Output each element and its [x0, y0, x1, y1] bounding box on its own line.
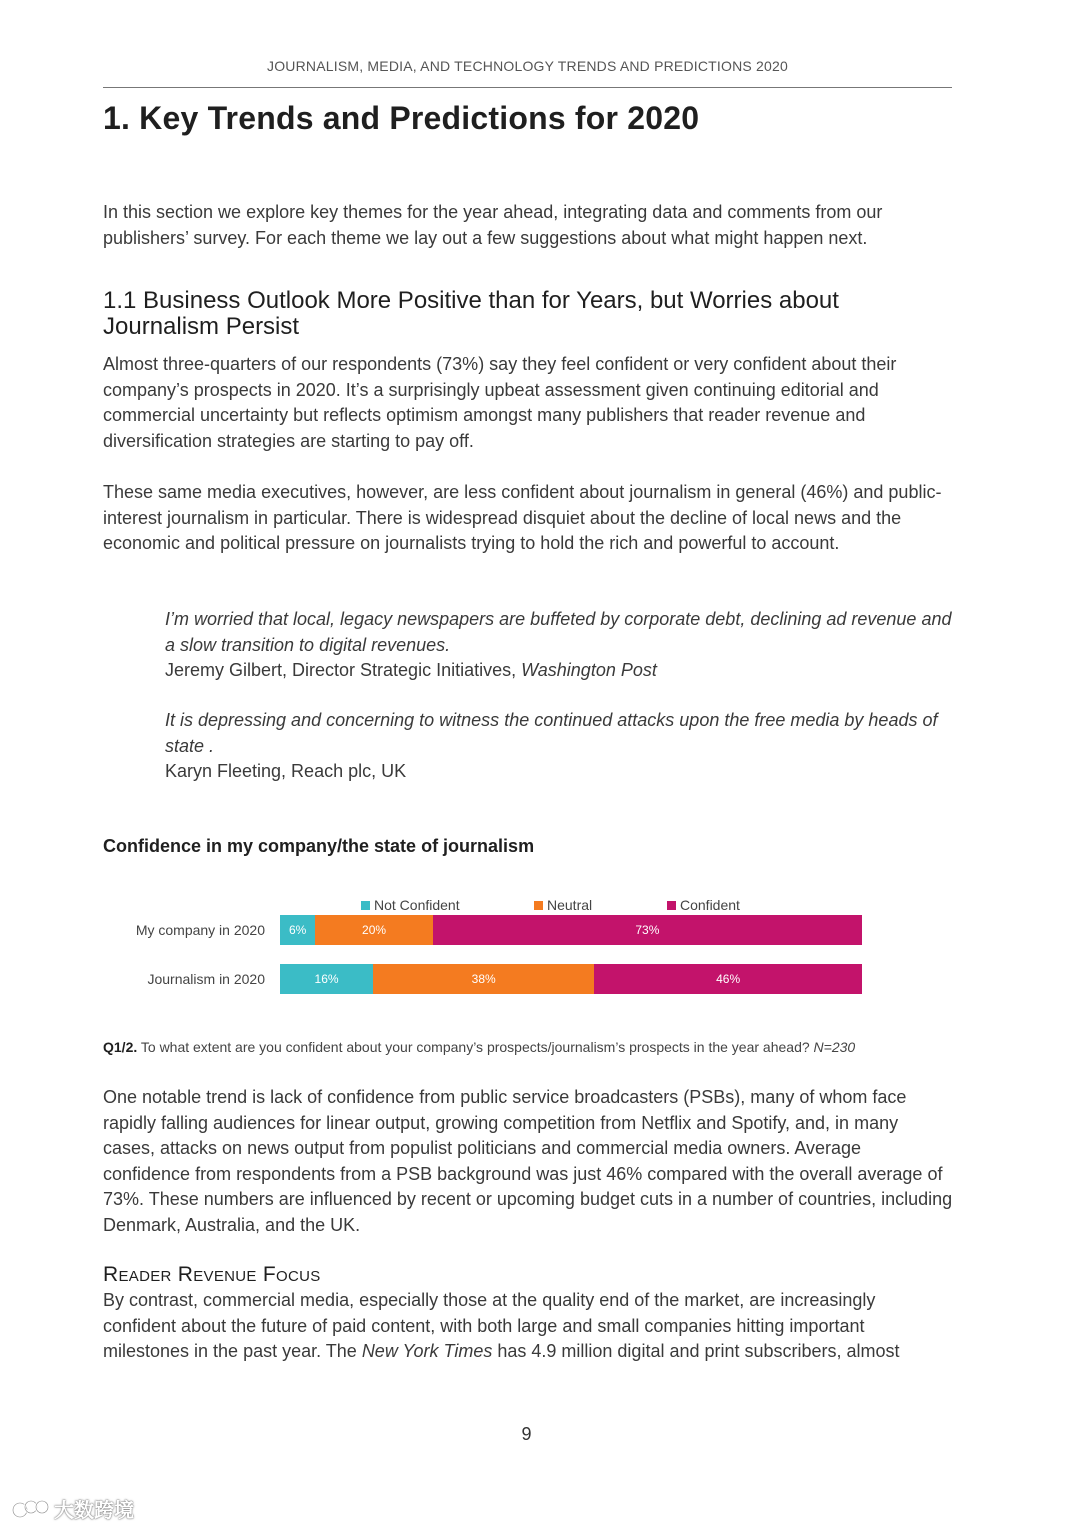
psb-paragraph: One notable trend is lack of confidence from public service broadcasters (PSBs), many of whom face rapidly falling audiences for linear output, growing competition from Netflix and Spotify, and, in many cases, attacks on news output from populist politicians and commercial media owners. Average confidence from respondents from a PSB background was just 46% compared with the overall average of 73%. These numbers are influenced by recent or upcoming budget cuts in a number of countries, including Denmark, Australia, and the UK. [103, 1087, 953, 1235]
bar-value-label: 73% [635, 923, 660, 937]
quote-attribution-name: Jeremy Gilbert, Director Strategic Initiatives, [165, 660, 522, 680]
publication-name: New York Times [361, 1341, 493, 1361]
legend-confident [667, 897, 740, 913]
legend-swatch [534, 901, 543, 910]
reader-revenue-heading: Reader Revenue Focus [103, 1263, 321, 1286]
quote-attribution [165, 658, 955, 684]
legend-label: Not Confident [374, 897, 460, 913]
legend-neutral [534, 897, 592, 913]
bar-segment-not-confident [280, 915, 315, 945]
chart-title: Confidence in my company/the state of journalism [103, 836, 535, 856]
journalism-confidence-paragraph: These same media executives, however, are less confident about journalism in general (46%) and public-interest journalism in particular. There is widespread disquiet about the decline of local news and the economic and political pressure on journalists trying to hold the rich and powerful to account. [103, 482, 942, 553]
business-outlook-paragraph: Almost three-quarters of our respondents (73%) say they feel confident or very confident about their company’s prospects in 2020. It’s a surprisingly upbeat assessment given continuing editorial and commercial uncertainty but reflects optimism amongst many publishers that reader revenue and diversification strategies are starting to pay off. [103, 354, 897, 451]
question-code: Q1/2. [103, 1039, 138, 1055]
category-label: My company in 2020 [135, 922, 265, 938]
quote-gilbert [165, 607, 955, 684]
legend-not-confident [361, 897, 460, 913]
legend-label: Neutral [547, 897, 593, 913]
bar-segment-neutral [373, 964, 594, 994]
reader-revenue-paragraph [103, 1288, 953, 1365]
legend-label: Confident [680, 897, 740, 913]
legend-swatch [667, 901, 676, 910]
bar-segment-confident [433, 915, 862, 945]
quote-attribution-org: Washington Post [521, 660, 657, 680]
watermark-text: 大数跨境 [54, 1500, 134, 1522]
watermark [10, 1494, 134, 1523]
quote-fleeting [165, 708, 955, 785]
chart-caption [103, 1039, 953, 1055]
bar-row-journalism [280, 964, 862, 994]
watermark-logo-icon [10, 1498, 50, 1520]
running-header: JOURNALISM, MEDIA, AND TECHNOLOGY TRENDS AND PREDICTIONS 2020 [267, 58, 788, 74]
bar-segment-confident [594, 964, 862, 994]
sample-size: N=230 [813, 1039, 856, 1055]
category-label: Journalism in 2020 [147, 971, 265, 987]
bar-value-label: 20% [362, 923, 387, 937]
bar-segment-neutral [315, 915, 433, 945]
reader-revenue-text-continued: has 4.9 million digital and print subscribers, almost [492, 1341, 900, 1361]
bar-value-label: 16% [314, 972, 339, 986]
quote-attribution: Karyn Fleeting, Reach plc, UK [165, 761, 407, 781]
bar-segment-not-confident [280, 964, 373, 994]
header-rule [103, 87, 952, 88]
legend-swatch [361, 901, 370, 910]
question-text: To what extent are you confident about your company’s prospects/journalism’s prospects in the year ahead? [137, 1039, 814, 1055]
bar-value-label: 6% [289, 923, 307, 937]
reader-revenue-text: By contrast, commercial media, especially those at the quality end of the market, are increasingly confident about the future of paid content, with both large and small companies hitting important milestones in the past year. The [103, 1290, 876, 1361]
bar-value-label: 46% [716, 972, 741, 986]
intro-paragraph: In this section we explore key themes for the year ahead, integrating data and comments from our publishers’ survey. For each theme we lay out a few suggestions about what might happen next. [103, 202, 883, 248]
quote-text: I’m worried that local, legacy newspapers are buffeted by corporate debt, declining ad revenue and a slow transition to digital revenues. [165, 609, 952, 655]
section-heading: 1.1 Business Outlook More Positive than for Years, but Worries about Journalism Persist [103, 287, 839, 340]
quote-text: It is depressing and concerning to witness the continued attacks upon the free media by heads of state . [165, 710, 938, 756]
bar-value-label: 38% [471, 972, 496, 986]
page-title: 1. Key Trends and Predictions for 2020 [103, 100, 700, 136]
bar-row-my-company [280, 915, 862, 945]
page-number: 9 [521, 1424, 532, 1444]
